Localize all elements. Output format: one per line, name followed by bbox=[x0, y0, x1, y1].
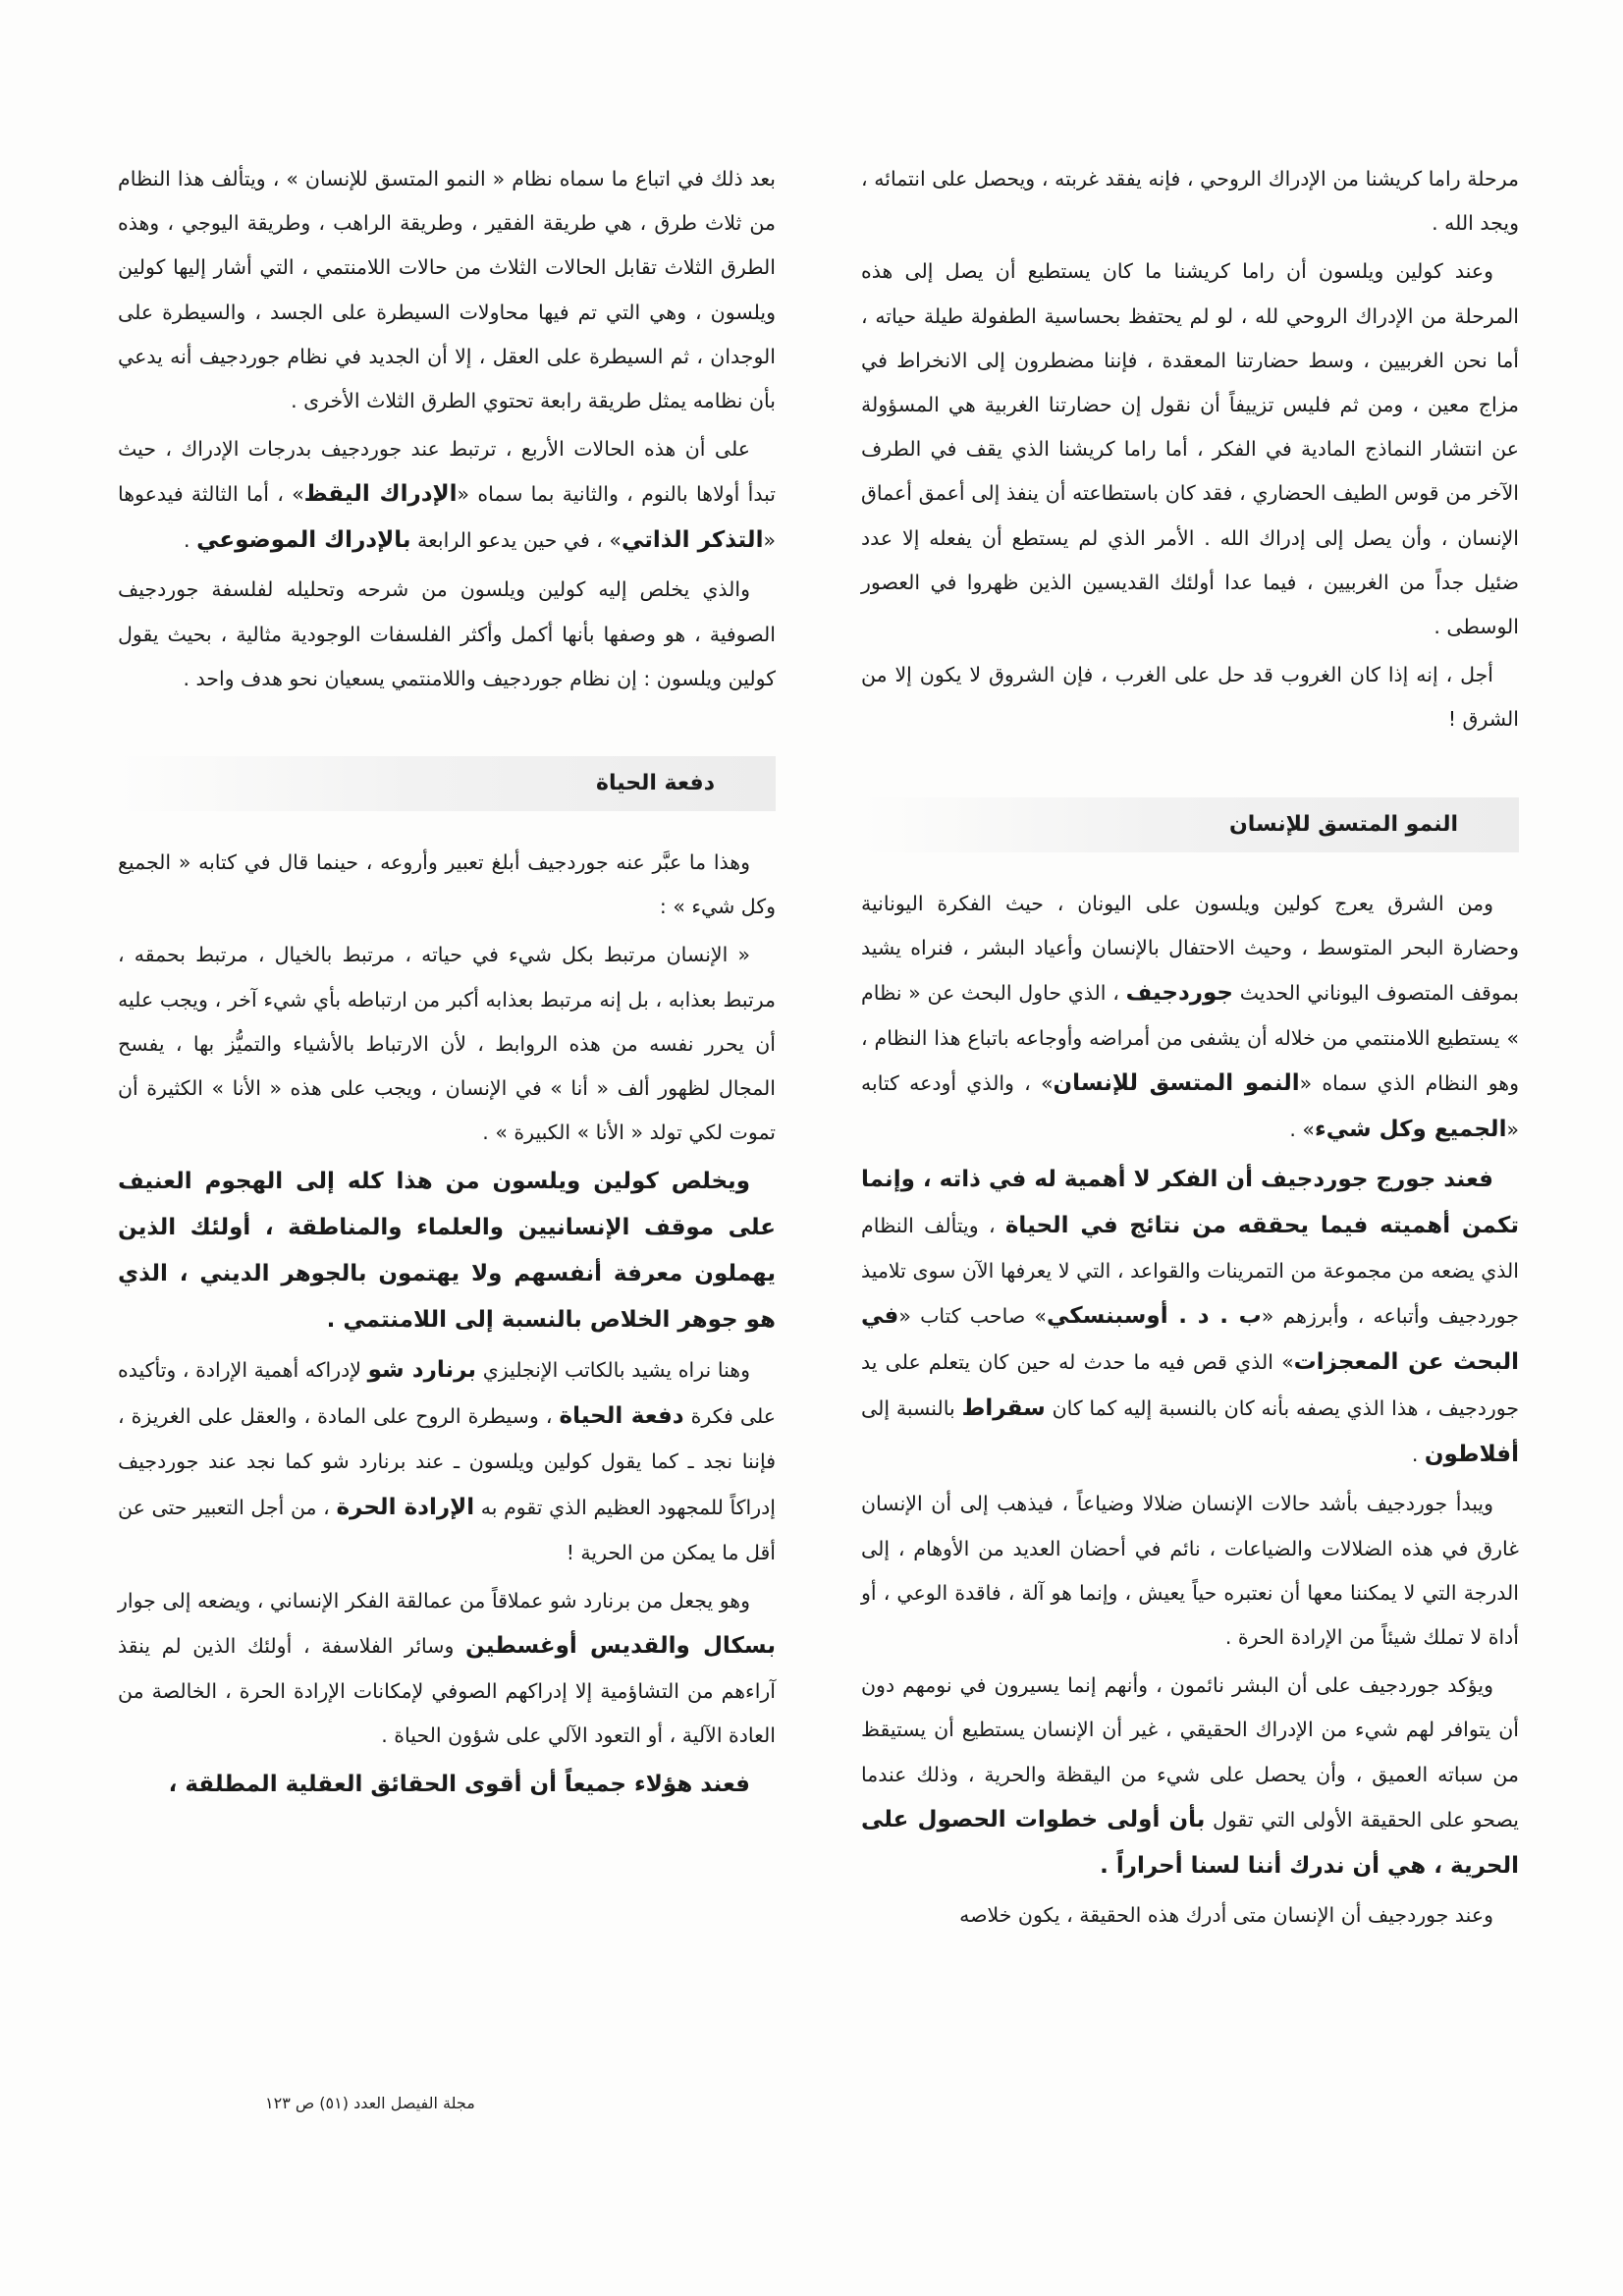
paragraph bbox=[118, 427, 776, 564]
text-run: ومن الشرق يعرج كولين ويلسون على اليونان ، حيث الفكرة اليونانية وحضارة البحر المتوسط ، وحيث الاحتفال بالإنسان وأعياد البشر ، فنراه يشيد بموقف المتصوف اليوناني الحديث bbox=[861, 891, 1519, 1006]
text-run: » ، والذي أودعه كتابه « bbox=[861, 1071, 1519, 1142]
paragraph: أجل ، إنه إذا كان الغروب قد حل على الغرب ، فإن الشروق لا يكون إلا من الشرق ! bbox=[861, 663, 1519, 732]
paragraph bbox=[861, 1664, 1519, 1889]
term-objective-awareness: بالإدراك الموضوعي bbox=[196, 527, 411, 554]
section-heading-growth: النمو المتسق للإنسان bbox=[861, 797, 1519, 852]
text-run: لإدراكه أهمية الإرادة ، وتأكيده على فكرة bbox=[118, 1358, 776, 1429]
text-run: ، الذي حاول البحث عن « نظام » يستطيع اللامنتمي من خلاله أن يشفى من أمراضه وأوجاعه باتباع هذا النظام ، وهو النظام الذي سماه « bbox=[861, 981, 1519, 1096]
paragraph: وهذا ما عبَّر عنه جوردجيف أبلغ تعبير وأروعه ، حينما قال في كتابه « الجميع وكل شيء » : bbox=[118, 850, 776, 919]
term-harmonious-development: النمو المتسق للإنسان bbox=[1053, 1070, 1300, 1097]
paragraph: والذي يخلص إليه كولين ويلسون من شرحه وتحليله لفلسفة جوردجيف الصوفية ، هو وصفها بأنها أكمل وأكثر الفلسفات الوجودية مثالية ، بحيث يقول كولين ويلسون : إن نظام جوردجيف واللامنتمي يسعيان نحو هدف واحد . bbox=[118, 577, 776, 690]
text-run: ، من أجل التعبير حتى عن أقل ما يمكن من الحرية ! bbox=[118, 1495, 776, 1564]
text-run: » الذي قص فيه ما حدث له حين كان يتعلم على يد جوردجيف ، هذا الذي يصفه بأنه كان بالنسبة إليه كما كان bbox=[861, 1350, 1519, 1421]
term-self-remembering: التذكر الذاتي bbox=[621, 527, 764, 554]
paragraph bbox=[118, 1579, 776, 1759]
paragraph: ويبدأ جوردجيف بأشد حالات الإنسان ضلالا وضياعاً ، فيذهب إلى أن الإنسان غارق في هذه الضلالات والضياعات ، نائم في أحضان العديد من الأوهام ، إلى الدرجة التي لا يمكننا معها أن نعتبره حياً يعيش ، وإنما هو آلة ، فاقدة الوعي ، أو أداة لا تملك شيئاً من الإرادة الحرة . bbox=[861, 1492, 1519, 1650]
text-run: . bbox=[1411, 1443, 1419, 1467]
section-heading-life-force: دفعة الحياة bbox=[118, 756, 776, 811]
paragraph bbox=[118, 1347, 776, 1574]
name-plato: أفلاطون bbox=[1424, 1442, 1519, 1468]
text-run: » . bbox=[1289, 1118, 1315, 1142]
book-title-all-and-everything: الجميع وكل شيء bbox=[1314, 1117, 1507, 1143]
text-run: » ، في حين يدعو الرابعة bbox=[417, 528, 622, 553]
text-run: . bbox=[184, 528, 190, 553]
text-run: ويؤكد جوردجيف على أن البشر نائمون ، وأنهم إنما يسيرون في نومهم دون أن يتوافر لهم شيء من الإدراك الحقيقي ، غير أن الإنسان يستطيع أن يستيقظ من سباته العميق ، وأن يحصل على شيء من اليقظة والحرية ، وذلك عندما يصحو على الحقيقة الأولى التي تقول bbox=[861, 1673, 1519, 1831]
text-run: » صاحب كتاب « bbox=[898, 1304, 1047, 1329]
term-free-will: الإرادة الحرة bbox=[336, 1494, 475, 1520]
name-bernard-shaw: برنارد شو bbox=[367, 1357, 477, 1384]
right-column bbox=[861, 157, 1519, 1941]
text-run: وهنا نراه يشيد بالكاتب الإنجليزي bbox=[482, 1358, 750, 1383]
paragraph: مرحلة راما كريشنا من الإدراك الروحي ، فإنه يفقد غربته ، ويحصل على انتمائه ، ويجد الله . bbox=[861, 167, 1519, 236]
emphasis-text: بأن أولى خطوات الحصول على الحرية ، هي أن ندرك أننا لسنا أحراراً . bbox=[861, 1806, 1519, 1879]
left-column bbox=[118, 157, 776, 1812]
text-run: وسائر الفلاسفة ، أولئك الذين لم ينقذ آراءهم من التشاؤمية إلا إدراكهم الصوفي لإمكانات الإرادة الحرة ، الخالصة من العادة الآلية ، أو التعود الآلي على شؤون الحياة . bbox=[118, 1634, 776, 1748]
paragraph bbox=[118, 1762, 776, 1808]
name-gurdjieff: جوردجيف bbox=[1125, 980, 1234, 1007]
text-run: ، وسيطرة الروح على المادة ، والعقل على الغريزة ، فإننا نجد ـ كما يقول كولين ويلسون ـ عند برنارد شو كما نجد عند جوردجيف إدراكاً للمجهود العظيم الذي تقوم به bbox=[118, 1404, 776, 1519]
text-run: وهو يجعل من برنارد شو عملاقاً من عمالقة الفكر الإنساني ، ويضعه إلى جوار bbox=[118, 1588, 750, 1613]
text-run: بالنسبة إلى bbox=[861, 1396, 955, 1421]
name-ouspensky: ب . د . أوسبنسكي bbox=[1046, 1303, 1262, 1330]
names-pascal-augustine: بسكال والقديس أوغسطين bbox=[465, 1633, 776, 1660]
paragraph bbox=[118, 1159, 776, 1343]
paragraph: وعند كولين ويلسون أن راما كريشنا ما كان يستطيع أن يصل إلى هذه المرحلة من الإدراك الروحي لله ، لو لم يحتفظ بحساسية الطفولة طيلة حياته ، أما نحن الغربيين ، وسط حضارتنا المعقدة ، فإننا مضطرون إلى الانخراط في مزاج معين ، ومن ثم فليس تزييفاً أن نقول إن حضارتنا الغربية هي المسؤولة عن انتشار النماذج المادية في الفكر ، أما راما كريشنا الذي يقف في الطرف الآخر من قوس الطيف الحضاري ، فقد كان باستطاعته أن ينفذ إلى أعمق أعماق الإنسان ، وأن يصل إلى إدراك الله . الأمر الذي لم يستطع أن يفعله إلا عدد ضئيل جداً من الغربيين ، فيما عدا أولئك القديسين الذين ظهروا في العصور الوسطى . bbox=[861, 259, 1519, 639]
paragraph: وعند جوردجيف أن الإنسان متى أدرك هذه الحقيقة ، يكون خلاصه bbox=[959, 1902, 1493, 1927]
emphasis-text: فعند هؤلاء جميعاً أن أقوى الحقائق العقلية المطلقة ، bbox=[168, 1772, 750, 1798]
book-title-miraculous: في البحث عن المعجزات bbox=[861, 1303, 1519, 1376]
emphasis-text: فعند جورج جوردجيف أن الفكر لا أهمية له في ذاته ، وإنما تكمن أهميته فيما يحققه من نتائج في الحياة bbox=[861, 1167, 1519, 1239]
paragraph bbox=[861, 882, 1519, 1154]
block-quote: « الإنسان مرتبط بكل شيء في حياته ، مرتبط بالخيال ، مرتبط بحمقه ، مرتبط بعذابه ، بل إنه مرتبط بعذابه أكبر من ارتباطه بأي شيء آخر ، ويجب عليه أن يحرر نفسه من هذه الروابط ، لأن الارتباط بالأشياء والتميُّز بها ، يفسح المجال لظهور ألف « أنا » في الإنسان ، ويجب على هذه « الأنا » الكثيرة أن تموت لكي تولد « الأنا » الكبيرة » . bbox=[118, 943, 776, 1145]
term-awake-awareness: الإدراك اليقظ bbox=[303, 481, 458, 508]
text-run: على أن هذه الحالات الأربع ، ترتبط عند جوردجيف بدرجات الإدراك ، حيث تبدأ أولاها بالنوم ، والثانية بما سماه « bbox=[118, 437, 776, 507]
term-life-force: دفعة الحياة bbox=[559, 1403, 684, 1430]
text-run: » ، أما الثالثة فيدعوها « bbox=[118, 482, 776, 553]
paragraph bbox=[861, 1157, 1519, 1478]
page-footer: مجلة الفيصل العدد (٥١) ص ١٢٣ bbox=[265, 2094, 475, 2112]
emphasis-text: ويخلص كولين ويلسون من هذا كله إلى الهجوم العنيف على موقف الإنسانيين والعلماء والمناطقة ، أولئك الذين يهملون معرفة أنفسهم ولا يهتمون بالجوهر الديني ، الذي هو جوهر الخلاص بالنسبة إلى اللامنتمي . bbox=[118, 1169, 776, 1334]
text-run: ، ويتألف النظام الذي يضعه من مجموعة من التمرينات والقواعد ، التي لا يعرفها الآن سوى تلاميذ جوردجيف وأتباعه ، وأبرزهم « bbox=[861, 1214, 1519, 1329]
name-socrates: سقراط bbox=[961, 1395, 1046, 1422]
paragraph: بعد ذلك في اتباع ما سماه نظام « النمو المتسق للإنسان » ، ويتألف هذا النظام من ثلاث طرق ، هي طريقة الفقير ، وطريقة الراهب ، وطريقة اليوجي ، وهذه الطرق الثلاث تقابل الحالات الثلاث من حالات اللامنتمي ، التي أشار إليها كولين ويلسون ، وهي التي تم فيها محاولات السيطرة على الجسد ، والسيطرة على الوجدان ، ثم السيطرة على العقل ، إلا أن الجديد في نظام جوردجيف أنه يدعي بأن نظامه يمثل طريقة رابعة تحتوي الطرق الثلاث الأخرى . bbox=[118, 167, 776, 413]
